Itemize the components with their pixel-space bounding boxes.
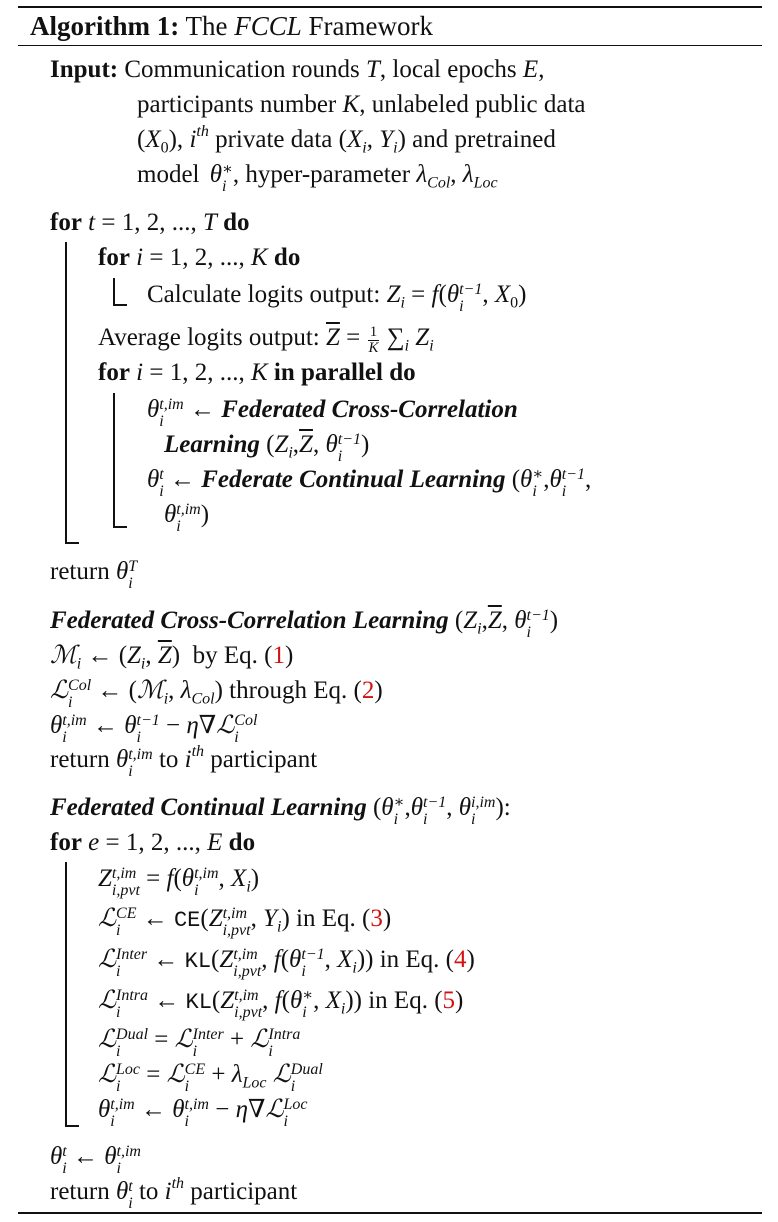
input-line-1: Input: Communication rounds T, local epochs E, [50, 56, 545, 83]
fcl-line-7: θ t,im i ← θ t,im i − η∇ℒ Loc i [98, 1095, 308, 1130]
fcl-line-6: ℒ Loc i = ℒ CE i + $\lambda_{Loc}$ ℒ Dual i [98, 1060, 323, 1095]
algorithm-label: Algorithm 1: [30, 11, 180, 41]
for-epochs-end [65, 1125, 79, 1127]
fcl-assign-line-1: θ t i ← Federate Continual Learning (θ ∗ i ,θ t−1 i , [147, 465, 592, 500]
fccl-assign-line-2: Learning ($Z_i,\overline{Z}$, θ t−1 i ) [164, 430, 370, 465]
eq-ref-5[interactable]: 5 [442, 987, 456, 1014]
fcl-return: return θ t i to $i^{th}$ participant [50, 1174, 298, 1212]
top-rule [18, 6, 762, 8]
eq-ref-2[interactable]: 2 [361, 677, 375, 704]
input-line-3: $(X_0)$, $i^{th}$ private data ($X_i$, $Y_i$) and pretrained [137, 122, 556, 157]
fccl-line-2: ℒ Col i ← (ℳ$_i$, $\lambda_{Col}$) through Eq. (2) [50, 676, 383, 711]
fcl-line-3: ℒ Inter i ← KL(Z t,im i,pvt , f(θ t−1 i , $X_i$)) in Eq. (4) [98, 945, 475, 980]
return-final: return θ T i [50, 557, 138, 592]
for-rounds-end [65, 542, 79, 544]
input-label: Input: [50, 56, 119, 83]
for-parallel-bar [113, 393, 115, 528]
for-epochs: for e = 1, 2, ..., E do [50, 829, 256, 856]
fcl-line-1: Z t,im i,pvt = f(θ t,im i , $X_i$) [98, 864, 260, 899]
fccl-line-3: θ t,im i ← θ t−1 i − η∇ℒ Col i [50, 711, 258, 746]
fcl-assign: θ t i ← θ t,im i [50, 1142, 141, 1177]
for-participants-bar [113, 278, 115, 306]
fccl-assign-line-1: θ t,im i ← Federated Cross-Correlation [147, 395, 518, 430]
algorithm-name: FCCL [234, 11, 302, 41]
fcl-assign-line-2: θ t,im i ) [164, 500, 210, 535]
for-participants: for i = 1, 2, ..., K do [98, 244, 301, 271]
fccl-line-4: return θ t,im i to $i^{th}$ participant [50, 742, 318, 780]
algorithm-title: Algorithm 1: The FCCL Framework [30, 11, 433, 41]
fcl-line-5: ℒ Dual i = ℒ Inter i + ℒ Intra i [98, 1025, 301, 1060]
title-rule [18, 45, 762, 46]
eq-ref-3[interactable]: 3 [370, 905, 383, 932]
avg-logits-line: Average logits output: $\overline{Z}$ = $\frac{1}{K}$ $\sum_i$ $Z_i$ [98, 323, 434, 356]
for-parallel-end [113, 526, 127, 528]
eq-ref-1[interactable]: 1 [272, 642, 285, 669]
for-parallel: for i = 1, 2, ..., K in parallel do [98, 359, 416, 386]
for-rounds-bar [65, 242, 67, 544]
fcl-line-2: ℒ CE i ← CE(Z t,im i,pvt , $Y_i$) in Eq. (3) [98, 904, 392, 939]
for-epochs-bar [65, 862, 67, 1127]
fcl-line-4: ℒ Intra i ← KL(Z t,im i,pvt , f(θ ∗ i , $X_i$)) in Eq. (5) [98, 986, 464, 1021]
fccl-header: Federated Cross-Correlation Learning ($Z_i,\overline{Z}$, θ t−1 i ) [50, 606, 559, 641]
input-line-4: model θ ∗ i , hyper-parameter $\lambda_{Col}$, $\lambda_{Loc}$ [137, 160, 498, 195]
eq-ref-4[interactable]: 4 [454, 946, 467, 973]
for-rounds: for t = 1, 2, ..., T do [50, 209, 250, 236]
fcl-header: Federated Continual Learning (θ ∗ i ,θ t−1 i , θ i,im i ): [50, 793, 511, 828]
for-participants-end [113, 304, 127, 306]
calc-logits-line: Calculate logits output: $Z_i = f(\theta$ t−1 i , $X_0$) [147, 280, 527, 315]
input-line-2: participants number K, unlabeled public data [137, 91, 586, 118]
fccl-line-1: ℳ$_i$ ← ($Z_i$, $\overline{Z}$) by Eq. (1) [50, 642, 294, 673]
